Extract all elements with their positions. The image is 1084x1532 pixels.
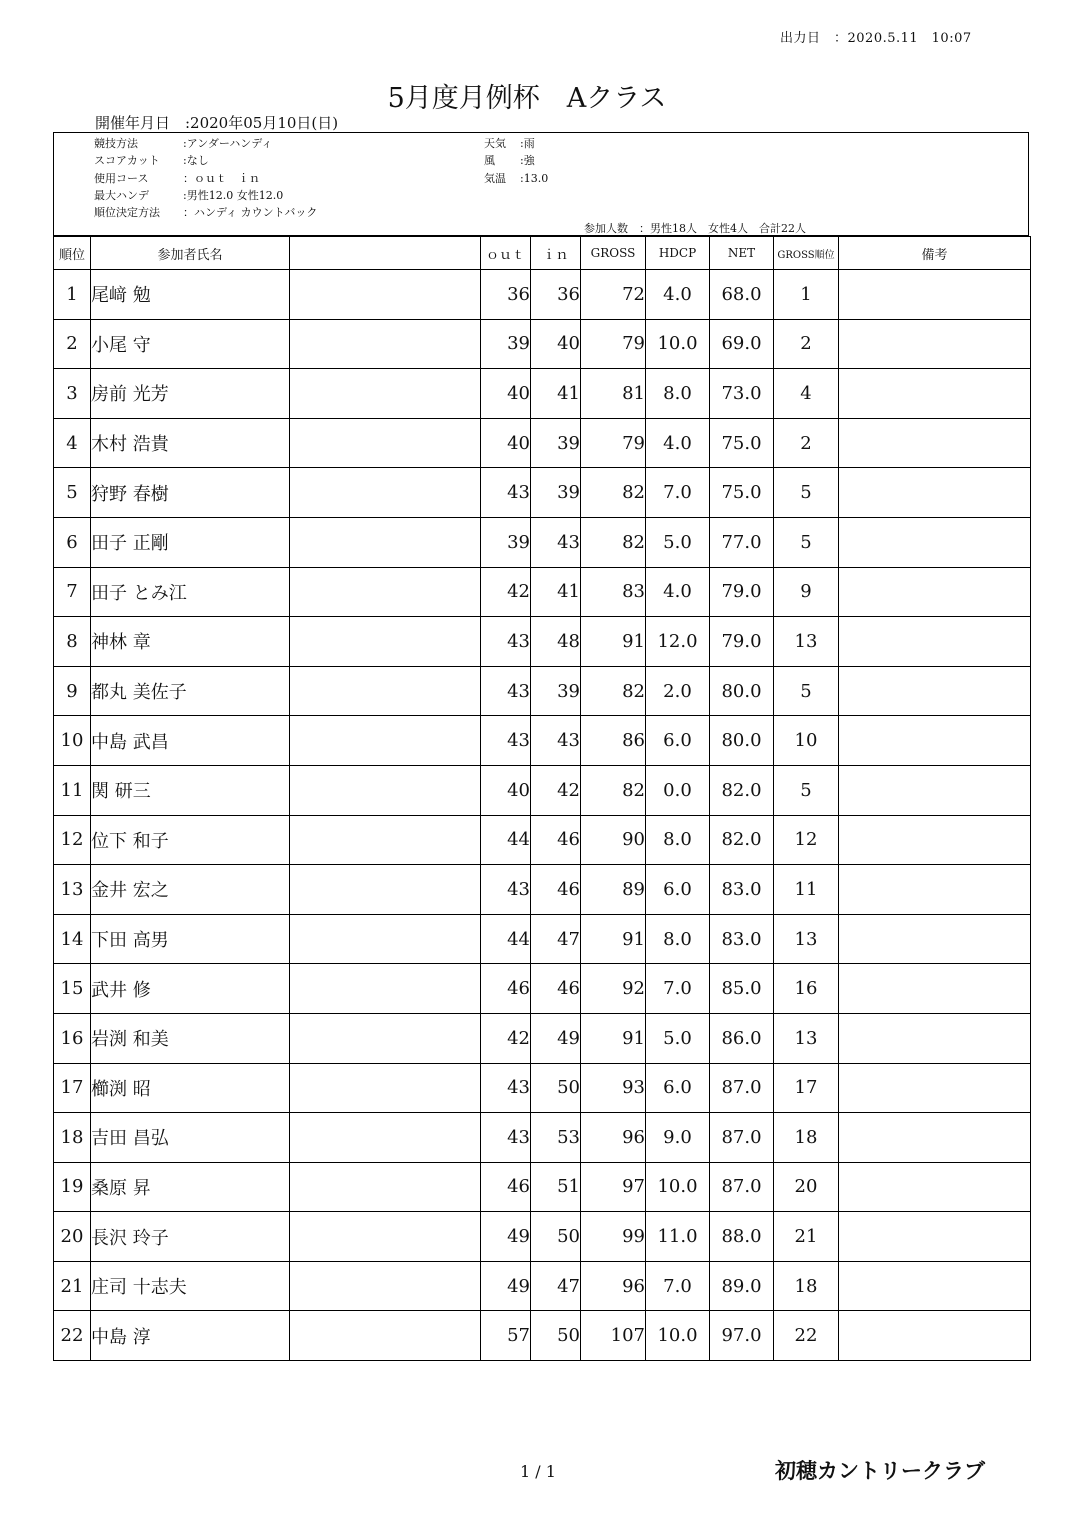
row-rank: 1 [54, 270, 91, 320]
row-net: 75.0 [710, 418, 774, 468]
row-remarks [839, 865, 1031, 915]
row-remarks [839, 418, 1031, 468]
header-hdcp: HDCP [646, 237, 710, 270]
row-gross: 91 [581, 1013, 646, 1063]
table-row [54, 1261, 1031, 1311]
row-in: 50 [531, 1212, 581, 1262]
row-net: 85.0 [710, 964, 774, 1014]
info-value: ：ｏｕｔ ｉｎ [183, 172, 260, 185]
row-name: 櫛渕 昭 [91, 1063, 290, 1113]
row-in: 39 [531, 468, 581, 518]
row-blank [290, 1261, 481, 1311]
row-remarks [839, 964, 1031, 1014]
row-gross-rank: 2 [774, 418, 839, 468]
row-in: 42 [531, 765, 581, 815]
row-gross-rank: 18 [774, 1261, 839, 1311]
info-method [94, 135, 272, 151]
row-blank [290, 666, 481, 716]
row-name: 尾﨑 勉 [91, 270, 290, 320]
row-name: 木村 浩貴 [91, 418, 290, 468]
row-hdcp: 6.0 [646, 1063, 710, 1113]
table-row [54, 468, 1031, 518]
row-remarks [839, 319, 1031, 369]
row-name: 小尾 守 [91, 319, 290, 369]
table-row [54, 369, 1031, 419]
row-in: 41 [531, 369, 581, 419]
row-out: 49 [481, 1212, 531, 1262]
row-remarks [839, 815, 1031, 865]
row-gross-rank: 18 [774, 1113, 839, 1163]
info-key: 競技方法 [94, 137, 138, 150]
row-net: 80.0 [710, 716, 774, 766]
row-in: 41 [531, 567, 581, 617]
row-in: 36 [531, 270, 581, 320]
info-key: 風 [484, 154, 495, 167]
row-hdcp: 10.0 [646, 319, 710, 369]
row-gross-rank: 11 [774, 865, 839, 915]
row-in: 46 [531, 815, 581, 865]
row-gross-rank: 21 [774, 1212, 839, 1262]
row-hdcp: 6.0 [646, 716, 710, 766]
row-hdcp: 11.0 [646, 1212, 710, 1262]
info-temperature [484, 170, 548, 186]
row-out: 43 [481, 1063, 531, 1113]
info-key: 順位決定方法 [94, 206, 160, 219]
header-gross: GROSS [581, 237, 646, 270]
row-remarks [839, 1063, 1031, 1113]
row-name: 位下 和子 [91, 815, 290, 865]
row-in: 53 [531, 1113, 581, 1163]
row-gross: 79 [581, 319, 646, 369]
row-hdcp: 4.0 [646, 270, 710, 320]
row-out: 46 [481, 964, 531, 1014]
row-gross: 81 [581, 369, 646, 419]
table-row [54, 270, 1031, 320]
header-in: ｉｎ [531, 237, 581, 270]
row-rank: 16 [54, 1013, 91, 1063]
table-row [54, 1162, 1031, 1212]
header-remarks: 備考 [839, 237, 1031, 270]
info-value: :雨 [520, 137, 535, 150]
table-row [54, 418, 1031, 468]
row-net: 87.0 [710, 1113, 774, 1163]
info-ranking-method [94, 204, 317, 220]
row-rank: 9 [54, 666, 91, 716]
row-rank: 6 [54, 517, 91, 567]
row-name: 武井 修 [91, 964, 290, 1014]
table-row [54, 1013, 1031, 1063]
row-remarks [839, 666, 1031, 716]
row-blank [290, 1162, 481, 1212]
info-key: 使用コース [94, 172, 149, 185]
row-out: 40 [481, 418, 531, 468]
row-net: 88.0 [710, 1212, 774, 1262]
info-value: :なし [183, 154, 209, 167]
row-in: 39 [531, 666, 581, 716]
row-gross-rank: 10 [774, 716, 839, 766]
row-name: 桑原 昇 [91, 1162, 290, 1212]
row-gross-rank: 12 [774, 815, 839, 865]
row-name: 関 研三 [91, 765, 290, 815]
row-hdcp: 6.0 [646, 865, 710, 915]
row-gross: 93 [581, 1063, 646, 1113]
row-rank: 2 [54, 319, 91, 369]
row-name: 長沢 玲子 [91, 1212, 290, 1262]
table-row [54, 666, 1031, 716]
row-gross-rank: 9 [774, 567, 839, 617]
row-out: 46 [481, 1162, 531, 1212]
row-in: 46 [531, 865, 581, 915]
row-remarks [839, 567, 1031, 617]
table-row [54, 765, 1031, 815]
row-gross: 91 [581, 914, 646, 964]
row-in: 47 [531, 914, 581, 964]
results-body [54, 270, 1031, 1361]
row-hdcp: 10.0 [646, 1162, 710, 1212]
info-wind [484, 152, 535, 168]
participant-count: 参加人数 ：男性18人 女性4人 合計22人 [584, 222, 806, 235]
row-rank: 3 [54, 369, 91, 419]
row-blank [290, 567, 481, 617]
header-rank: 順位 [54, 237, 91, 270]
table-row [54, 914, 1031, 964]
page-title-text: 5月度月例杯 Aクラス [387, 83, 667, 114]
row-remarks [839, 617, 1031, 667]
row-net: 83.0 [710, 865, 774, 915]
row-net: 87.0 [710, 1162, 774, 1212]
row-name: 金井 宏之 [91, 865, 290, 915]
row-gross-rank: 16 [774, 964, 839, 1014]
row-out: 36 [481, 270, 531, 320]
row-rank: 4 [54, 418, 91, 468]
table-row [54, 1063, 1031, 1113]
table-row [54, 815, 1031, 865]
table-row [54, 517, 1031, 567]
row-name: 田子 とみ江 [91, 567, 290, 617]
row-name: 中島 武昌 [91, 716, 290, 766]
row-gross: 91 [581, 617, 646, 667]
row-remarks [839, 1162, 1031, 1212]
table-header-row [54, 237, 1031, 270]
row-net: 79.0 [710, 617, 774, 667]
row-remarks [839, 1013, 1031, 1063]
row-gross-rank: 5 [774, 468, 839, 518]
row-in: 50 [531, 1063, 581, 1113]
row-name: 岩渕 和美 [91, 1013, 290, 1063]
info-key: 最大ハンデ [94, 189, 149, 202]
row-hdcp: 7.0 [646, 468, 710, 518]
row-hdcp: 7.0 [646, 964, 710, 1014]
row-in: 39 [531, 418, 581, 468]
club-name: 初穂カントリークラブ [775, 1459, 985, 1483]
row-name: 中島 淳 [91, 1311, 290, 1361]
row-blank [290, 865, 481, 915]
row-gross: 82 [581, 765, 646, 815]
row-rank: 11 [54, 765, 91, 815]
row-name: 庄司 十志夫 [91, 1261, 290, 1311]
row-out: 39 [481, 319, 531, 369]
header-blank [290, 237, 481, 270]
row-out: 43 [481, 865, 531, 915]
row-blank [290, 1311, 481, 1361]
row-rank: 12 [54, 815, 91, 865]
row-net: 87.0 [710, 1063, 774, 1113]
row-name: 狩野 春樹 [91, 468, 290, 518]
table-row [54, 865, 1031, 915]
row-gross-rank: 4 [774, 369, 839, 419]
row-gross-rank: 20 [774, 1162, 839, 1212]
info-key: スコアカット [94, 154, 160, 167]
row-rank: 10 [54, 716, 91, 766]
row-out: 43 [481, 1113, 531, 1163]
table-row [54, 1113, 1031, 1163]
competition-info-box [53, 132, 1029, 236]
row-net: 79.0 [710, 567, 774, 617]
row-gross: 72 [581, 270, 646, 320]
row-gross: 89 [581, 865, 646, 915]
row-hdcp: 0.0 [646, 765, 710, 815]
row-out: 43 [481, 617, 531, 667]
row-net: 68.0 [710, 270, 774, 320]
row-net: 77.0 [710, 517, 774, 567]
row-blank [290, 964, 481, 1014]
row-out: 57 [481, 1311, 531, 1361]
row-out: 40 [481, 765, 531, 815]
row-net: 82.0 [710, 815, 774, 865]
row-hdcp: 9.0 [646, 1113, 710, 1163]
row-in: 50 [531, 1311, 581, 1361]
row-blank [290, 914, 481, 964]
row-hdcp: 5.0 [646, 1013, 710, 1063]
row-blank [290, 617, 481, 667]
row-gross-rank: 13 [774, 914, 839, 964]
row-gross-rank: 22 [774, 1311, 839, 1361]
row-gross: 82 [581, 517, 646, 567]
row-blank [290, 517, 481, 567]
row-net: 83.0 [710, 914, 774, 964]
info-value: :男性12.0 女性12.0 [183, 189, 284, 202]
row-rank: 7 [54, 567, 91, 617]
row-gross: 82 [581, 666, 646, 716]
row-remarks [839, 1311, 1031, 1361]
table-row [54, 567, 1031, 617]
row-remarks [839, 468, 1031, 518]
info-value: :強 [520, 154, 535, 167]
page-title [0, 76, 1084, 115]
info-value: ：ハンディ カウントバック [183, 206, 318, 219]
row-gross: 107 [581, 1311, 646, 1361]
row-name: 下田 高男 [91, 914, 290, 964]
info-key: 天気 [484, 137, 506, 150]
row-rank: 14 [54, 914, 91, 964]
row-blank [290, 1113, 481, 1163]
row-net: 86.0 [710, 1013, 774, 1063]
row-gross: 96 [581, 1113, 646, 1163]
row-in: 49 [531, 1013, 581, 1063]
row-blank [290, 468, 481, 518]
table-row [54, 617, 1031, 667]
row-gross: 97 [581, 1162, 646, 1212]
row-hdcp: 4.0 [646, 418, 710, 468]
row-blank [290, 765, 481, 815]
row-hdcp: 7.0 [646, 1261, 710, 1311]
row-hdcp: 4.0 [646, 567, 710, 617]
event-date: 開催年月日 :2020年05月10日(日) [95, 114, 339, 132]
table-row [54, 319, 1031, 369]
row-out: 44 [481, 914, 531, 964]
row-out: 43 [481, 666, 531, 716]
info-max-handicap [94, 187, 283, 203]
info-key: 気温 [484, 172, 506, 185]
row-out: 43 [481, 468, 531, 518]
row-hdcp: 8.0 [646, 815, 710, 865]
row-remarks [839, 716, 1031, 766]
row-hdcp: 12.0 [646, 617, 710, 667]
row-in: 51 [531, 1162, 581, 1212]
output-date: 出力日 ：2020.5.11 10:07 [780, 31, 972, 46]
row-rank: 22 [54, 1311, 91, 1361]
row-in: 40 [531, 319, 581, 369]
row-out: 42 [481, 1013, 531, 1063]
header-gross-rank: GROSS順位 [774, 237, 839, 270]
table-row [54, 964, 1031, 1014]
row-blank [290, 270, 481, 320]
row-name: 都丸 美佐子 [91, 666, 290, 716]
row-out: 49 [481, 1261, 531, 1311]
row-gross: 79 [581, 418, 646, 468]
row-rank: 8 [54, 617, 91, 667]
row-out: 42 [481, 567, 531, 617]
row-rank: 19 [54, 1162, 91, 1212]
row-in: 46 [531, 964, 581, 1014]
row-out: 44 [481, 815, 531, 865]
row-net: 80.0 [710, 666, 774, 716]
row-name: 房前 光芳 [91, 369, 290, 419]
row-blank [290, 418, 481, 468]
row-remarks [839, 1212, 1031, 1262]
row-net: 82.0 [710, 765, 774, 815]
row-blank [290, 1013, 481, 1063]
row-remarks [839, 914, 1031, 964]
table-row [54, 1311, 1031, 1361]
header-net: NET [710, 237, 774, 270]
row-gross-rank: 5 [774, 517, 839, 567]
row-blank [290, 1063, 481, 1113]
row-gross-rank: 2 [774, 319, 839, 369]
row-rank: 20 [54, 1212, 91, 1262]
row-net: 89.0 [710, 1261, 774, 1311]
row-gross: 90 [581, 815, 646, 865]
row-gross-rank: 13 [774, 617, 839, 667]
row-hdcp: 8.0 [646, 369, 710, 419]
info-course [94, 170, 260, 186]
row-name: 田子 正剛 [91, 517, 290, 567]
info-value: :13.0 [520, 172, 549, 185]
row-out: 43 [481, 716, 531, 766]
row-remarks [839, 765, 1031, 815]
row-gross: 92 [581, 964, 646, 1014]
row-remarks [839, 517, 1031, 567]
row-gross: 86 [581, 716, 646, 766]
results-table [53, 236, 1031, 1361]
info-weather [484, 135, 535, 151]
row-in: 43 [531, 716, 581, 766]
row-gross-rank: 5 [774, 765, 839, 815]
row-in: 47 [531, 1261, 581, 1311]
row-gross-rank: 5 [774, 666, 839, 716]
row-blank [290, 815, 481, 865]
info-value: :アンダーハンディ [183, 137, 273, 150]
row-remarks [839, 270, 1031, 320]
row-hdcp: 5.0 [646, 517, 710, 567]
row-name: 神林 章 [91, 617, 290, 667]
row-gross-rank: 1 [774, 270, 839, 320]
row-hdcp: 2.0 [646, 666, 710, 716]
row-in: 43 [531, 517, 581, 567]
row-name: 吉田 昌弘 [91, 1113, 290, 1163]
row-rank: 13 [54, 865, 91, 915]
row-net: 69.0 [710, 319, 774, 369]
row-remarks [839, 1261, 1031, 1311]
row-rank: 17 [54, 1063, 91, 1113]
row-gross: 96 [581, 1261, 646, 1311]
row-gross: 82 [581, 468, 646, 518]
row-blank [290, 1212, 481, 1262]
table-row [54, 1212, 1031, 1262]
row-blank [290, 319, 481, 369]
row-net: 75.0 [710, 468, 774, 518]
row-out: 40 [481, 369, 531, 419]
header-out: ｏｕｔ [481, 237, 531, 270]
row-blank [290, 369, 481, 419]
page-number: 1 / 1 [520, 1462, 556, 1481]
row-rank: 15 [54, 964, 91, 1014]
row-hdcp: 8.0 [646, 914, 710, 964]
row-gross-rank: 17 [774, 1063, 839, 1113]
row-in: 48 [531, 617, 581, 667]
row-rank: 21 [54, 1261, 91, 1311]
row-hdcp: 10.0 [646, 1311, 710, 1361]
row-remarks [839, 1113, 1031, 1163]
row-remarks [839, 369, 1031, 419]
header-name: 参加者氏名 [91, 237, 290, 270]
info-score-cut [94, 152, 209, 168]
row-net: 97.0 [710, 1311, 774, 1361]
row-rank: 18 [54, 1113, 91, 1163]
table-row [54, 716, 1031, 766]
row-gross: 99 [581, 1212, 646, 1262]
row-gross-rank: 13 [774, 1013, 839, 1063]
row-blank [290, 716, 481, 766]
row-rank: 5 [54, 468, 91, 518]
row-net: 73.0 [710, 369, 774, 419]
row-out: 39 [481, 517, 531, 567]
row-gross: 83 [581, 567, 646, 617]
